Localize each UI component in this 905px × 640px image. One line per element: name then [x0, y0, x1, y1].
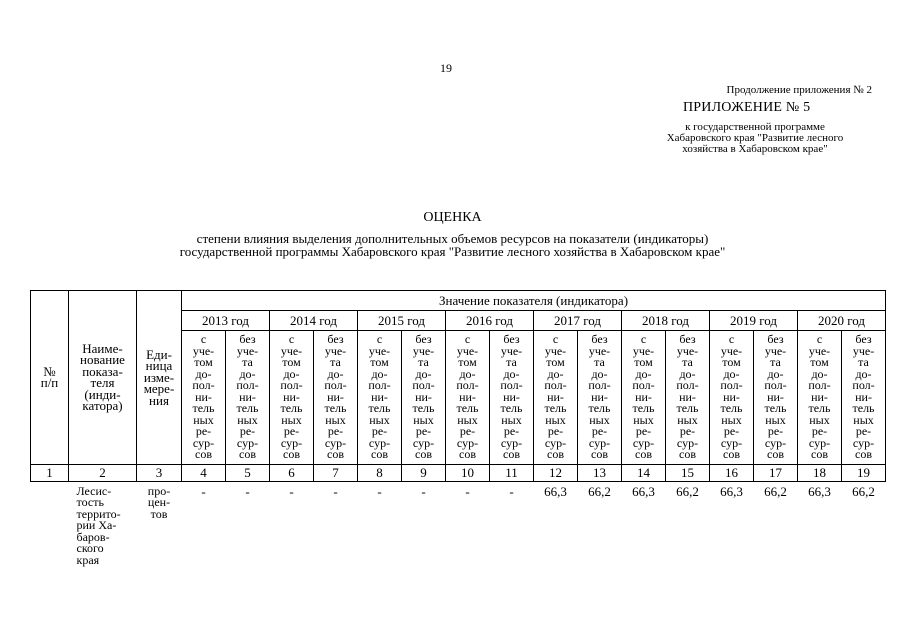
header-sub-without-resources-line: ных	[237, 412, 258, 427]
header-sub-without-resources-line: пол-	[588, 378, 611, 392]
header-sub-with-resources-line: уче-	[192, 343, 215, 358]
header-sub-without-resources-line: тель	[676, 401, 699, 415]
header-sub-with-resources-line: тель	[192, 401, 215, 415]
indicator-table	[30, 290, 886, 566]
header-sub-without-resources-line: пол-	[676, 378, 699, 392]
header-sub-without-resources-line: та	[242, 355, 253, 369]
header-sub-without-resources-line: сов	[239, 447, 256, 461]
header-sub-with-resources-line: тель	[368, 401, 391, 415]
header-col-unit-line: Еди-	[146, 346, 172, 362]
indicator-value: 66,2	[764, 483, 787, 499]
header-sub-with-resources-line: ных	[369, 412, 390, 427]
header-year: 2017 год	[534, 311, 622, 331]
header-sub-without-resources-line: та	[506, 355, 517, 369]
indicator-value: -	[465, 483, 470, 499]
header-sub-with-resources-line: до-	[459, 366, 476, 381]
header-sub-without-resources-line: уче-	[500, 343, 523, 358]
indicator-name-line: баров-	[76, 529, 110, 544]
header-sub-without-resources-line: без	[239, 332, 256, 346]
header-sub-without-resources-line: ных	[765, 412, 786, 427]
header-sub-with-resources-line: ре-	[635, 424, 652, 438]
column-number: 5	[226, 464, 270, 481]
header-col-name-line: (инди-	[84, 386, 121, 402]
header-sub-with-resources-line: сов	[635, 447, 652, 461]
header-sub-with-resources-line: с	[640, 332, 647, 346]
header-col-number-line: п/п	[40, 375, 59, 391]
header-sub-with-resources-line: том	[282, 355, 301, 369]
header-sub-without-resources-line: ре-	[855, 424, 872, 438]
header-sub-without-resources-line: пол-	[500, 378, 523, 392]
header-sub-without-resources-line: ни-	[767, 389, 784, 404]
header-year: 2013 год	[182, 311, 270, 331]
header-sub-without-resources-line: пол-	[324, 378, 347, 392]
column-number: 1	[31, 464, 69, 481]
header-sub-without-resources	[314, 331, 358, 465]
header-sub-without-resources-line: без	[415, 332, 432, 346]
header-sub-with-resources-line: ре-	[547, 424, 564, 438]
header-sub-with-resources-line: тель	[808, 401, 831, 415]
header-sub-without-resources-line: ре-	[503, 424, 520, 438]
header-sub-without-resources-line: уче-	[324, 343, 347, 358]
header-sub-with-resources	[182, 331, 226, 465]
indicator-value: 66,3	[632, 483, 655, 499]
header-sub-with-resources-line: пол-	[368, 378, 391, 392]
header-sub-with-resources-line: до-	[811, 366, 828, 381]
header-sub-with-resources-line: тель	[720, 401, 743, 415]
indicator-name	[69, 481, 137, 566]
header-sub-without-resources-line: до-	[327, 366, 344, 381]
indicator-name-line: ского	[76, 541, 104, 555]
header-sub-without-resources	[754, 331, 798, 465]
header-sub-with-resources-line: до-	[635, 366, 652, 381]
header-sub-with-resources-line: сур-	[192, 435, 215, 450]
header-sub-with-resources-line: до-	[723, 366, 740, 381]
header-col-name-line: Наиме-	[82, 340, 123, 356]
header-sub-with-resources-line: уче-	[280, 343, 303, 358]
header-sub-with-resources-line: ре-	[811, 424, 828, 438]
appendix-subtitle-line: Хабаровского края "Развитие лесного	[666, 132, 844, 144]
indicator-name-line: рии Ха-	[76, 518, 117, 532]
header-sub-with-resources-line: сур-	[368, 435, 391, 450]
header-sub-with-resources-line: уче-	[544, 343, 567, 358]
header-sub-with-resources-line: тель	[280, 401, 303, 415]
header-sub-with-resources-line: сов	[283, 447, 300, 461]
header-sub-without-resources-line: уче-	[588, 343, 611, 358]
header-sub-without-resources-line: та	[858, 355, 869, 369]
header-year: 2014 год	[270, 311, 358, 331]
header-col-name-line: катора)	[82, 398, 123, 414]
header-sub-with-resources-line: ных	[721, 412, 742, 427]
header-sub-with-resources-line: ре-	[371, 424, 388, 438]
header-sub-with-resources-line: уче-	[632, 343, 655, 358]
header-sub-with-resources-line: том	[458, 355, 477, 369]
header-sub-with-resources-line: ре-	[459, 424, 476, 438]
header-sub-with-resources-line: сур-	[632, 435, 655, 450]
header-sub-without-resources-line: сов	[327, 447, 344, 461]
header-sub-with-resources-line: ных	[193, 412, 214, 427]
document-subtitle-line: государственной программы Хабаровского края "Развитие лесного хозяйства в Хабаровском крае"	[179, 244, 726, 259]
indicator-name-line: террито-	[76, 506, 121, 521]
header-sub-with-resources-line: пол-	[192, 378, 215, 392]
header-sub-without-resources-line: ных	[853, 412, 874, 427]
indicator-value: -	[289, 483, 294, 499]
header-sub-with-resources-line: ных	[633, 412, 654, 427]
header-sub-without-resources-line: сов	[679, 447, 696, 461]
header-sub-with-resources	[446, 331, 490, 465]
column-number: 8	[358, 464, 402, 481]
table-row	[31, 481, 886, 566]
column-number: 9	[402, 464, 446, 481]
column-number: 18	[798, 464, 842, 481]
header-sub-with-resources-line: ни-	[635, 389, 652, 404]
header-sub-without-resources-line: ни-	[591, 389, 608, 404]
header-sub-without-resources-line: тель	[236, 401, 259, 415]
header-sub-with-resources-line: ни-	[811, 389, 828, 404]
header-sub-with-resources-line: ных	[809, 412, 830, 427]
header-sub-with-resources-line: с	[552, 332, 559, 346]
indicator-value: -	[201, 483, 206, 499]
header-sub-without-resources-line: сур-	[324, 435, 347, 450]
header-sub-with-resources-line: том	[546, 355, 565, 369]
header-sub-with-resources-line: тель	[544, 401, 567, 415]
header-col-number	[31, 291, 69, 465]
header-sub-with-resources-line: сов	[811, 447, 828, 461]
header-sub-with-resources-line: ни-	[283, 389, 300, 404]
header-sub-without-resources-line: тель	[852, 401, 875, 415]
header-sub-with-resources	[358, 331, 402, 465]
indicator-name-line: края	[76, 552, 100, 567]
column-number: 16	[710, 464, 754, 481]
header-sub-with-resources-line: том	[722, 355, 741, 369]
header-sub-without-resources-line: без	[327, 332, 344, 346]
header-sub-without-resources	[842, 331, 886, 465]
header-sub-with-resources-line: ных	[457, 412, 478, 427]
header-sub-with-resources-line: ре-	[283, 424, 300, 438]
appendix-subtitle-line: к государственной программе	[685, 121, 825, 133]
header-sub-without-resources-line: ни-	[679, 389, 696, 404]
header-col-name-line: показа-	[82, 363, 123, 379]
header-col-unit-line: изме-	[143, 369, 175, 385]
header-sub-without-resources-line: ни-	[503, 389, 520, 404]
header-sub-without-resources	[578, 331, 622, 465]
header-col-unit-line: мере-	[143, 381, 175, 396]
indicator-value: -	[333, 483, 338, 499]
header-sub-with-resources-line: том	[370, 355, 389, 369]
header-sub-without-resources-line: до-	[855, 366, 872, 381]
header-sub-without-resources-line: сов	[591, 447, 608, 461]
header-sub-with-resources-line: сов	[371, 447, 388, 461]
header-sub-with-resources-line: сов	[547, 447, 564, 461]
header-sub-with-resources-line: с	[288, 332, 295, 346]
appendix-subtitle-line: хозяйства в Хабаровском крае"	[682, 143, 828, 155]
header-col-unit-line: ница	[145, 358, 173, 373]
header-sub-without-resources-line: ре-	[327, 424, 344, 438]
header-sub-without-resources-line: ных	[589, 412, 610, 427]
header-col-name-line: теля	[90, 375, 115, 391]
header-sub-without-resources-line: пол-	[236, 378, 259, 392]
header-sub-with-resources-line: ни-	[195, 389, 212, 404]
header-sub-without-resources-line: тель	[324, 401, 347, 415]
header-sub-without-resources-line: ных	[501, 412, 522, 427]
header-sub-without-resources-line: уче-	[412, 343, 435, 358]
column-number: 3	[137, 464, 182, 481]
indicator-unit-line: про-	[147, 483, 171, 498]
header-sub-with-resources	[710, 331, 754, 465]
indicator-unit	[137, 481, 182, 566]
header-sub-without-resources-line: ных	[413, 412, 434, 427]
header-sub-with-resources	[270, 331, 314, 465]
indicator-value: 66,3	[720, 483, 743, 499]
header-sub-with-resources-line: пол-	[456, 378, 479, 392]
header-sub-without-resources-line: уче-	[236, 343, 259, 358]
header-sub-with-resources-line: сов	[459, 447, 476, 461]
header-sub-without-resources-line: ных	[677, 412, 698, 427]
header-sub-with-resources-line: ни-	[371, 389, 388, 404]
header-sub-with-resources-line: том	[810, 355, 829, 369]
header-sub-without-resources	[490, 331, 534, 465]
header-sub-without-resources-line: до-	[503, 366, 520, 381]
header-sub-with-resources-line: пол-	[720, 378, 743, 392]
header-sub-without-resources-line: сов	[855, 447, 873, 461]
header-sub-with-resources-line: ни-	[723, 389, 740, 404]
header-sub-without-resources-line: ре-	[415, 424, 432, 438]
header-sub-without-resources-line: ных	[325, 412, 346, 427]
header-sub-with-resources	[798, 331, 842, 465]
header-sub-without-resources-line: ре-	[767, 424, 784, 438]
header-year: 2020 год	[798, 311, 886, 331]
continuation-note: Продолжение приложения № 2	[726, 84, 872, 96]
header-sub-without-resources-line: без	[503, 332, 520, 346]
header-sub-with-resources-line: пол-	[280, 378, 303, 392]
document-title: ОЦЕНКА	[423, 210, 482, 225]
header-sub-with-resources-line: ных	[545, 412, 566, 427]
indicator-unit-line: цен-	[147, 495, 171, 509]
header-sub-without-resources-line: тель	[500, 401, 523, 415]
header-sub-without-resources-line: без	[855, 332, 872, 346]
header-sub-with-resources-line: пол-	[632, 378, 655, 392]
header-sub-with-resources-line: с	[464, 332, 471, 346]
header-sub-with-resources-line: сов	[723, 447, 740, 461]
indicator-name-line: тость	[76, 495, 104, 509]
header-sub-without-resources-line: та	[330, 355, 341, 369]
header-sub-with-resources-line: до-	[547, 366, 564, 381]
header-sub-with-resources-line: уче-	[456, 343, 479, 358]
header-sub-without-resources-line: сов	[767, 447, 784, 461]
header-sub-without-resources-line: до-	[239, 366, 256, 381]
column-number: 10	[446, 464, 490, 481]
page-number: 19	[440, 61, 452, 75]
header-sub-with-resources	[534, 331, 578, 465]
header-sub-with-resources-line: ных	[281, 412, 302, 427]
header-sub-with-resources	[622, 331, 666, 465]
header-sub-without-resources-line: ре-	[239, 424, 256, 438]
header-group-values: Значение показателя (индикатора)	[182, 291, 886, 311]
header-sub-without-resources-line: тель	[764, 401, 787, 415]
header-sub-with-resources-line: ни-	[547, 389, 564, 404]
header-sub-without-resources-line: та	[770, 355, 781, 369]
indicator-value: -	[245, 483, 250, 499]
header-sub-with-resources-line: сов	[195, 447, 212, 461]
header-sub-without-resources-line: та	[418, 355, 429, 369]
header-sub-without-resources-line: пол-	[412, 378, 435, 392]
header-sub-with-resources-line: ни-	[459, 389, 476, 404]
header-sub-without-resources-line: та	[682, 355, 693, 369]
indicator-unit-line: тов	[150, 506, 168, 521]
document-subtitle-line: степени влияния выделения дополнительных объемов ресурсов на показатели (индикаторы)	[196, 231, 709, 246]
column-number: 15	[666, 464, 710, 481]
header-sub-without-resources-line: ни-	[239, 389, 256, 404]
header-year: 2016 год	[446, 311, 534, 331]
header-sub-without-resources-line: ре-	[591, 424, 608, 438]
header-year: 2015 год	[358, 311, 446, 331]
header-col-name-line: нование	[80, 352, 125, 368]
header-sub-without-resources-line: сур-	[236, 435, 259, 450]
indicator-value: 66,2	[588, 483, 611, 499]
header-year: 2018 год	[622, 311, 710, 331]
header-sub-with-resources-line: уче-	[368, 343, 391, 358]
header-col-unit	[137, 291, 182, 465]
row-number	[31, 481, 69, 566]
header-sub-with-resources-line: с	[200, 332, 207, 346]
header-sub-with-resources-line: до-	[195, 366, 212, 381]
header-sub-with-resources-line: тель	[632, 401, 655, 415]
header-sub-without-resources-line: пол-	[852, 378, 875, 392]
header-col-unit-line: ния	[149, 392, 169, 408]
header-sub-with-resources-line: сур-	[720, 435, 743, 450]
column-number: 2	[69, 464, 137, 481]
indicator-value: 66,3	[808, 483, 831, 499]
header-sub-without-resources-line: сур-	[852, 435, 875, 450]
header-sub-without-resources-line: до-	[767, 366, 784, 381]
header-sub-with-resources-line: до-	[283, 366, 300, 381]
column-number: 6	[270, 464, 314, 481]
header-sub-without-resources-line: до-	[415, 366, 432, 381]
header-sub-without-resources-line: до-	[679, 366, 696, 381]
header-sub-without-resources-line: ни-	[855, 389, 872, 404]
document-subtitle	[60, 232, 845, 258]
header-sub-with-resources-line: до-	[371, 366, 388, 381]
indicator-value: 66,2	[852, 483, 875, 499]
header-sub-without-resources	[666, 331, 710, 465]
header-sub-without-resources-line: сур-	[676, 435, 699, 450]
header-sub-with-resources-line: том	[194, 355, 213, 369]
header-sub-with-resources-line: ре-	[195, 424, 212, 438]
indicator-value: -	[421, 483, 426, 499]
column-number: 14	[622, 464, 666, 481]
header-sub-with-resources-line: сур-	[544, 435, 567, 450]
header-year: 2019 год	[710, 311, 798, 331]
column-number: 13	[578, 464, 622, 481]
header-sub-without-resources-line: сур-	[588, 435, 611, 450]
header-sub-without-resources-line: ре-	[679, 424, 696, 438]
header-sub-with-resources-line: том	[634, 355, 653, 369]
header-sub-without-resources-line: пол-	[764, 378, 787, 392]
header-sub-with-resources-line: сур-	[808, 435, 831, 450]
header-sub-with-resources-line: пол-	[808, 378, 831, 392]
header-sub-with-resources-line: пол-	[544, 378, 567, 392]
header-sub-without-resources-line: тель	[412, 401, 435, 415]
header-sub-with-resources-line: уче-	[720, 343, 743, 358]
header-sub-without-resources-line: без	[591, 332, 608, 346]
appendix-title: ПРИЛОЖЕНИЕ № 5	[683, 100, 811, 115]
header-sub-with-resources-line: ре-	[723, 424, 740, 438]
header-sub-without-resources-line: уче-	[852, 343, 875, 358]
appendix-subtitle	[640, 122, 870, 155]
header-sub-without-resources-line: сур-	[412, 435, 435, 450]
header-sub-without-resources-line: сов	[415, 447, 432, 461]
indicator-value: -	[509, 483, 514, 499]
header-sub-with-resources-line: тель	[456, 401, 479, 415]
column-number: 17	[754, 464, 798, 481]
header-sub-without-resources-line: уче-	[764, 343, 787, 358]
header-sub-without-resources-line: сур-	[500, 435, 523, 450]
header-sub-with-resources-line: с	[376, 332, 383, 346]
header-sub-with-resources-line: сур-	[280, 435, 303, 450]
header-sub-with-resources-line: с	[816, 332, 823, 346]
indicator-value: 66,2	[676, 483, 699, 499]
header-sub-with-resources-line: сур-	[456, 435, 479, 450]
header-sub-without-resources-line: ни-	[415, 389, 432, 404]
header-sub-without-resources-line: до-	[591, 366, 608, 381]
indicator-value: 66,3	[544, 483, 567, 499]
header-sub-without-resources-line: без	[679, 332, 696, 346]
column-number: 11	[490, 464, 534, 481]
header-sub-without-resources-line: уче-	[676, 343, 699, 358]
header-col-name	[69, 291, 137, 465]
header-sub-without-resources-line: без	[767, 332, 784, 346]
indicator-name-line: Лесис-	[76, 483, 112, 498]
header-sub-without-resources	[226, 331, 270, 465]
header-sub-without-resources-line: сур-	[764, 435, 787, 450]
column-number: 7	[314, 464, 358, 481]
header-sub-without-resources-line: та	[594, 355, 605, 369]
header-sub-without-resources-line: ни-	[327, 389, 344, 404]
header-col-number-line: №	[43, 363, 56, 379]
header-sub-without-resources	[402, 331, 446, 465]
column-number: 19	[842, 464, 886, 481]
header-sub-without-resources-line: тель	[588, 401, 611, 415]
header-sub-with-resources-line: уче-	[808, 343, 831, 358]
header-sub-with-resources-line: с	[728, 332, 735, 346]
indicator-value: -	[377, 483, 382, 499]
column-number: 12	[534, 464, 578, 481]
column-number: 4	[182, 464, 226, 481]
header-sub-without-resources-line: сов	[503, 447, 520, 461]
